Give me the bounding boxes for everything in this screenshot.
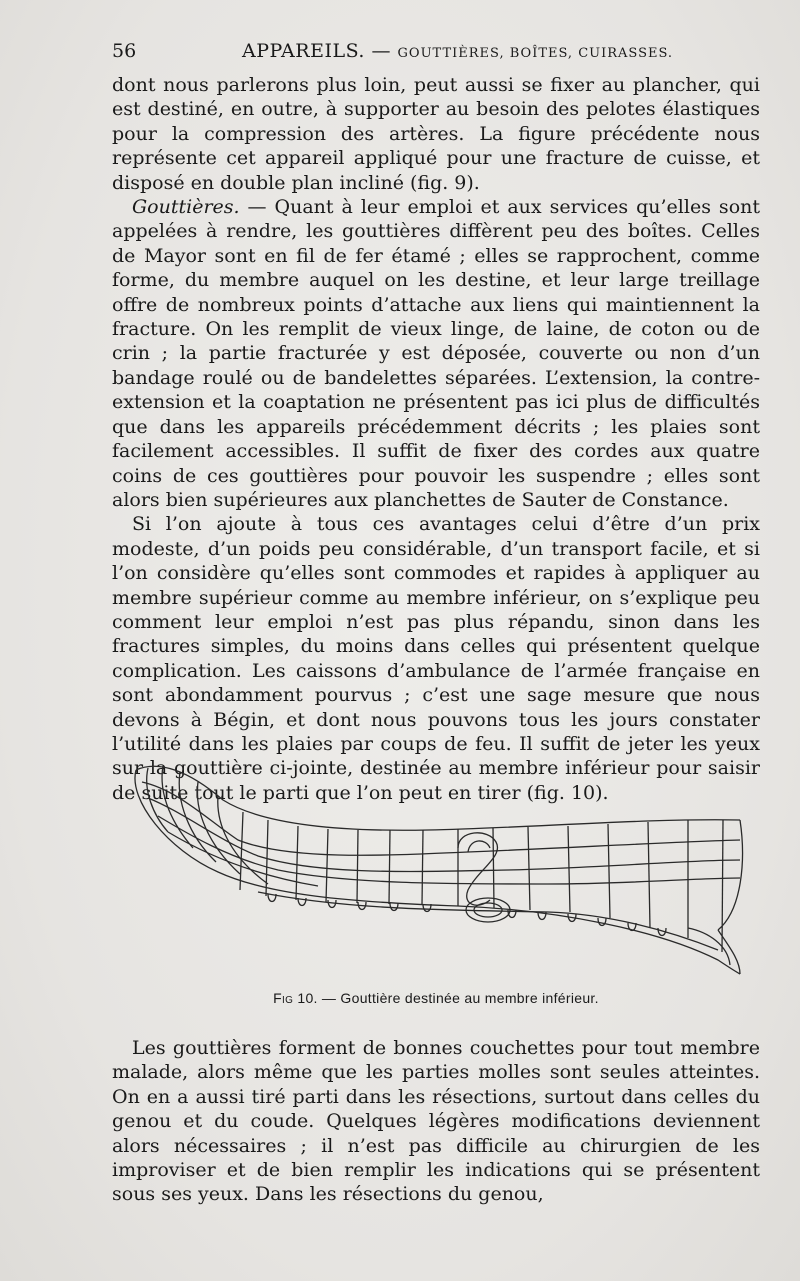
running-title-sub: GOUTTIÈRES, BOÎTES, CUIRASSES. — [397, 46, 674, 61]
figure-caption — [112, 990, 760, 1006]
paragraph-3: Si l’on ajoute à tous ces avantages celui d’être d’un prix modeste, d’un poids peu considérable, d’un transport facile, et si l’on considère qu’elles sont commodes et rapides à appliquer au membre supérieur comme au membre inférieur, on s’explique peu comment leur emploi n’est pas plus répandu, sinon dans les fractures simples, du moins dans celles qui présentent quelque complication. Les caissons d’ambulance de l’armée française en sont abondamment pourvus ; c’est une sage mesure que nous devons à Bégin, et dont nous pouvons tous les jours constater l’utilité dans les plaies par coups de feu. Il suffit de jeter les yeux sur la gouttière ci-jointe, destinée au membre inférieur pour saisir de suite tout le parti que l’on peut en tirer (fig. 10). — [112, 513, 760, 804]
paragraph-2 — [112, 195, 760, 512]
figure-caption-dash: — — [317, 990, 341, 1006]
figure-caption-label: Fig 10. — [273, 990, 318, 1006]
running-title-main: APPAREILS. — [242, 40, 365, 62]
paragraph-2-rest: — Quant à leur emploi et aux services qu’elles sont appelées à rendre, les gouttières diffèrent peu des boîtes. Celles de Mayor sont en fil de fer étamé ; elles se rapprochent, comme forme, du membre auquel on les destine, et leur large treillage offre de nombreux points d’attache aux liens qui maintiennent la fracture. On les remplit de vieux linge, de laine, de coton ou de crin ; la partie fracturée y est déposée, couverte ou non d’un bandage roulé ou de bandelettes séparées. L’extension, la contre-extension et la coaptation ne présentent pas ici plus de difficultés que dans les appareils précédemment décrits ; les plaies sont facilement accessibles. Il suffit de fixer des cordes aux quatre coins de ces gouttières pour pouvoir les suspendre ; elles sont alors bien supérieures aux planchettes de Sauter de Constance. — [112, 196, 760, 511]
knee-hinge — [458, 833, 498, 905]
body-text-top — [112, 73, 760, 805]
figure-caption-text: Gouttière destinée au membre inférieur. — [340, 990, 599, 1006]
figure-gutter-illustration — [128, 760, 748, 985]
gutter-top-edge — [136, 766, 740, 830]
paragraph-2-lead: Gouttières. — [132, 196, 240, 219]
paragraph-1: dont nous parlerons plus loin, peut aussi se fixer au plancher, qui est destiné, en outre, à supporter au besoin des pelotes élastiques pour la compression des artères. La figure précédente nous représente cet appareil appliqué pour une fracture de cuisse, et disposé en double plan incliné (fig. 9). — [112, 74, 760, 194]
body-text-bottom — [112, 1036, 760, 1207]
running-title-dash: — — [371, 40, 391, 62]
paragraph-4: Les gouttières forment de bonnes couchettes pour tout membre malade, alors même que les parties molles sont seules atteintes. On en a aussi tiré parti dans les résections, surtout dans celles du genou et du coude. Quelques légères modifications deviennent alors nécessaires ; il n’est pas difficile au chirurgien de les improviser et de bien remplir les indications qui se présentent sous ses yeux. Dans les résections du genou, — [112, 1037, 760, 1206]
page-number: 56 — [112, 40, 137, 62]
gutter-drawing — [128, 760, 748, 985]
running-header — [112, 40, 760, 70]
running-title — [242, 40, 673, 62]
